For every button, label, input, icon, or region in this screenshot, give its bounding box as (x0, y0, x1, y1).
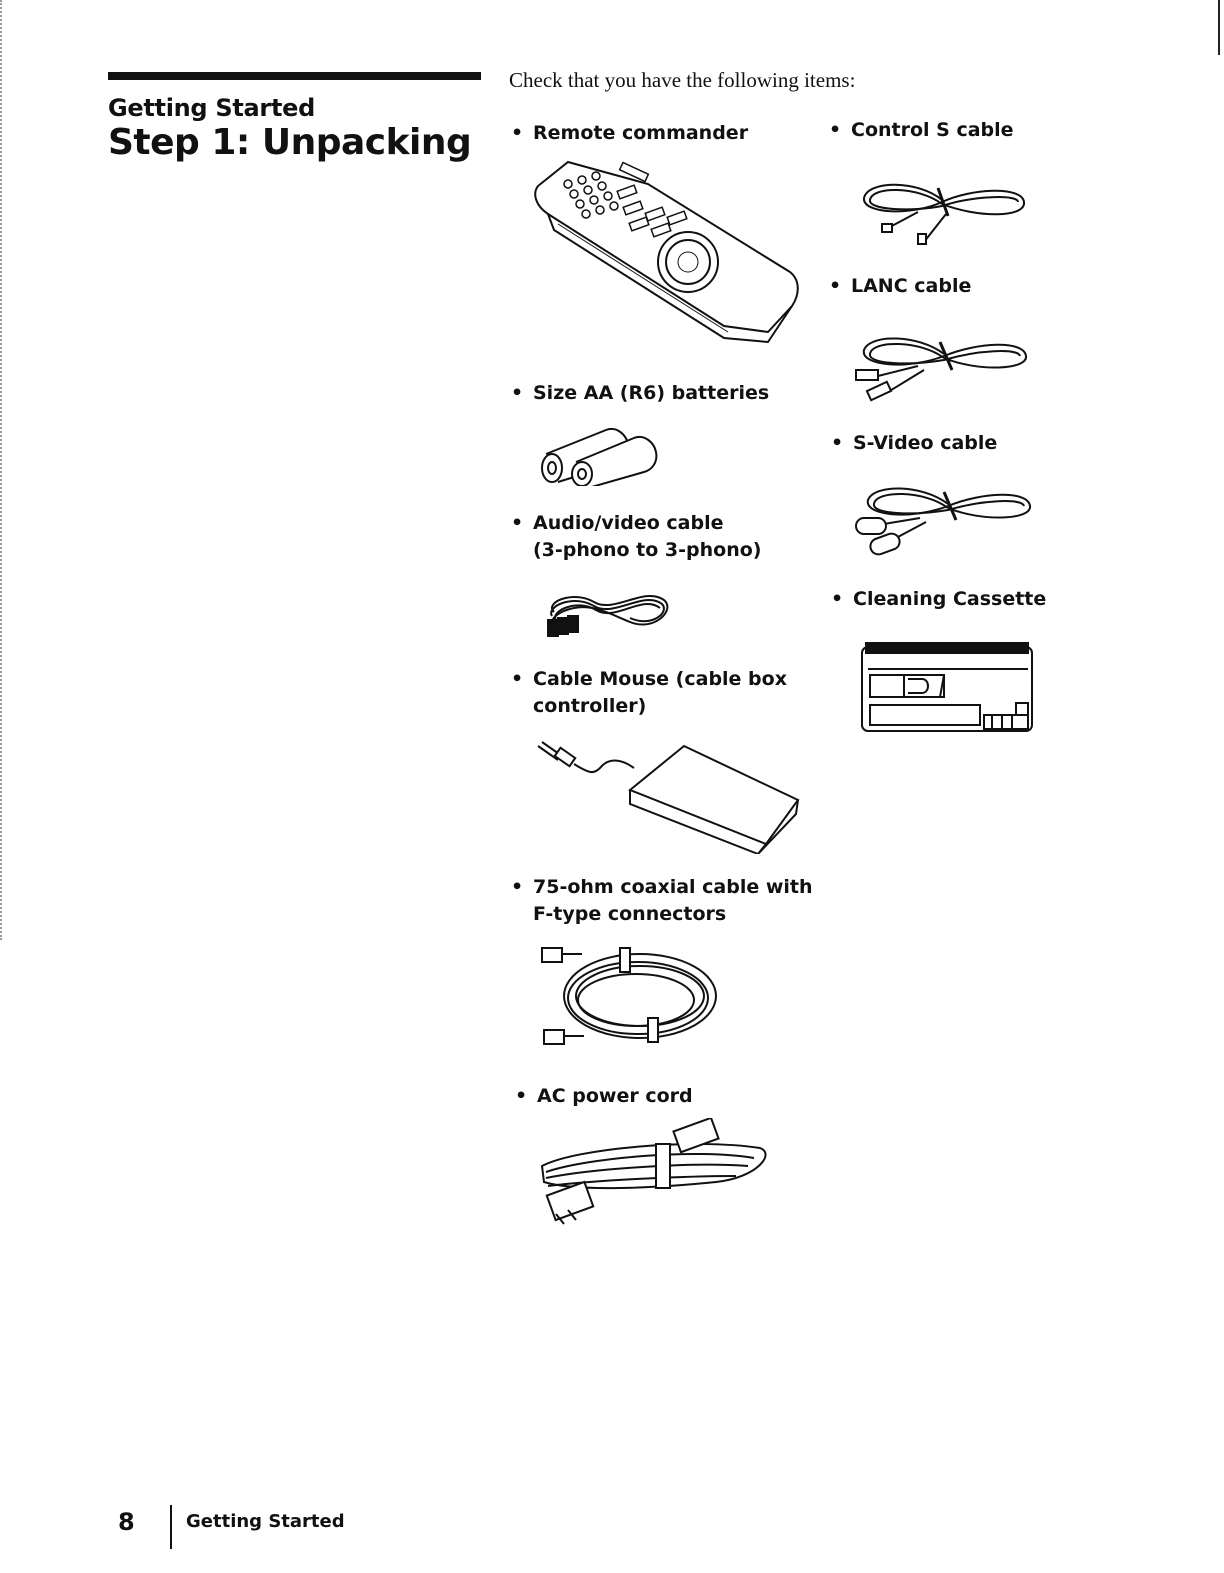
item-label-ac-power-cord (515, 1083, 693, 1110)
item-text: Audio/video cable (533, 512, 724, 534)
item-label-aa-batteries (511, 380, 769, 407)
bullet: • (829, 275, 842, 297)
item-text: LANC cable (851, 275, 972, 297)
binding-edge-mark (1218, 0, 1220, 55)
item-text: Remote commander (533, 122, 749, 144)
item-text: Cable Mouse (cable box (533, 668, 787, 690)
bullet: • (511, 876, 524, 898)
item-text: Control S cable (851, 119, 1014, 141)
bullet: • (829, 119, 842, 141)
s-video-cable-icon (850, 478, 1034, 558)
section-title: Getting Started (108, 94, 315, 122)
item-label-cable-mouse (511, 666, 787, 720)
item-label-control-s-cable (829, 117, 1014, 144)
bullet: • (511, 382, 524, 404)
footer-divider (170, 1505, 172, 1549)
item-label-s-video-cable (831, 430, 997, 457)
remote-commander-icon (528, 154, 800, 344)
coaxial-cable-icon (536, 940, 720, 1052)
binding-edge (0, 0, 5, 940)
footer-section-title: Getting Started (186, 1511, 345, 1532)
lanc-cable-icon (848, 326, 1032, 404)
intro-text: Check that you have the following items: (509, 68, 856, 92)
cable-mouse-icon (534, 734, 804, 854)
item-text: 75-ohm coaxial cable with (533, 876, 813, 898)
bullet: • (831, 588, 844, 610)
bullet: • (511, 512, 524, 534)
bullet: • (511, 668, 524, 690)
item-text: Size AA (R6) batteries (533, 382, 770, 404)
bullet: • (831, 432, 844, 454)
page-number: 8 (118, 1508, 135, 1536)
page-heading: Step 1: Unpacking (108, 122, 472, 163)
item-text: S-Video cable (853, 432, 998, 454)
item-text-line2: F-type connectors (533, 903, 727, 925)
item-text-line2: (3-phono to 3-phono) (533, 539, 762, 561)
control-s-cable-icon (858, 170, 1028, 246)
item-label-coaxial-cable (511, 874, 813, 928)
item-label-lanc-cable (829, 273, 971, 300)
item-text: AC power cord (537, 1085, 693, 1107)
ac-power-cord-icon (536, 1118, 776, 1230)
item-label-remote-commander (511, 120, 748, 147)
cleaning-cassette-icon (860, 641, 1036, 733)
audio-video-cable-icon (534, 582, 674, 644)
item-text-line2: controller) (533, 695, 647, 717)
header-rule (108, 72, 481, 80)
bullet: • (511, 122, 524, 144)
item-label-cleaning-cassette (831, 586, 1046, 613)
item-label-audio-video-cable (511, 510, 761, 564)
item-text: Cleaning Cassette (853, 588, 1047, 610)
bullet: • (515, 1085, 528, 1107)
aa-batteries-icon (536, 424, 660, 486)
